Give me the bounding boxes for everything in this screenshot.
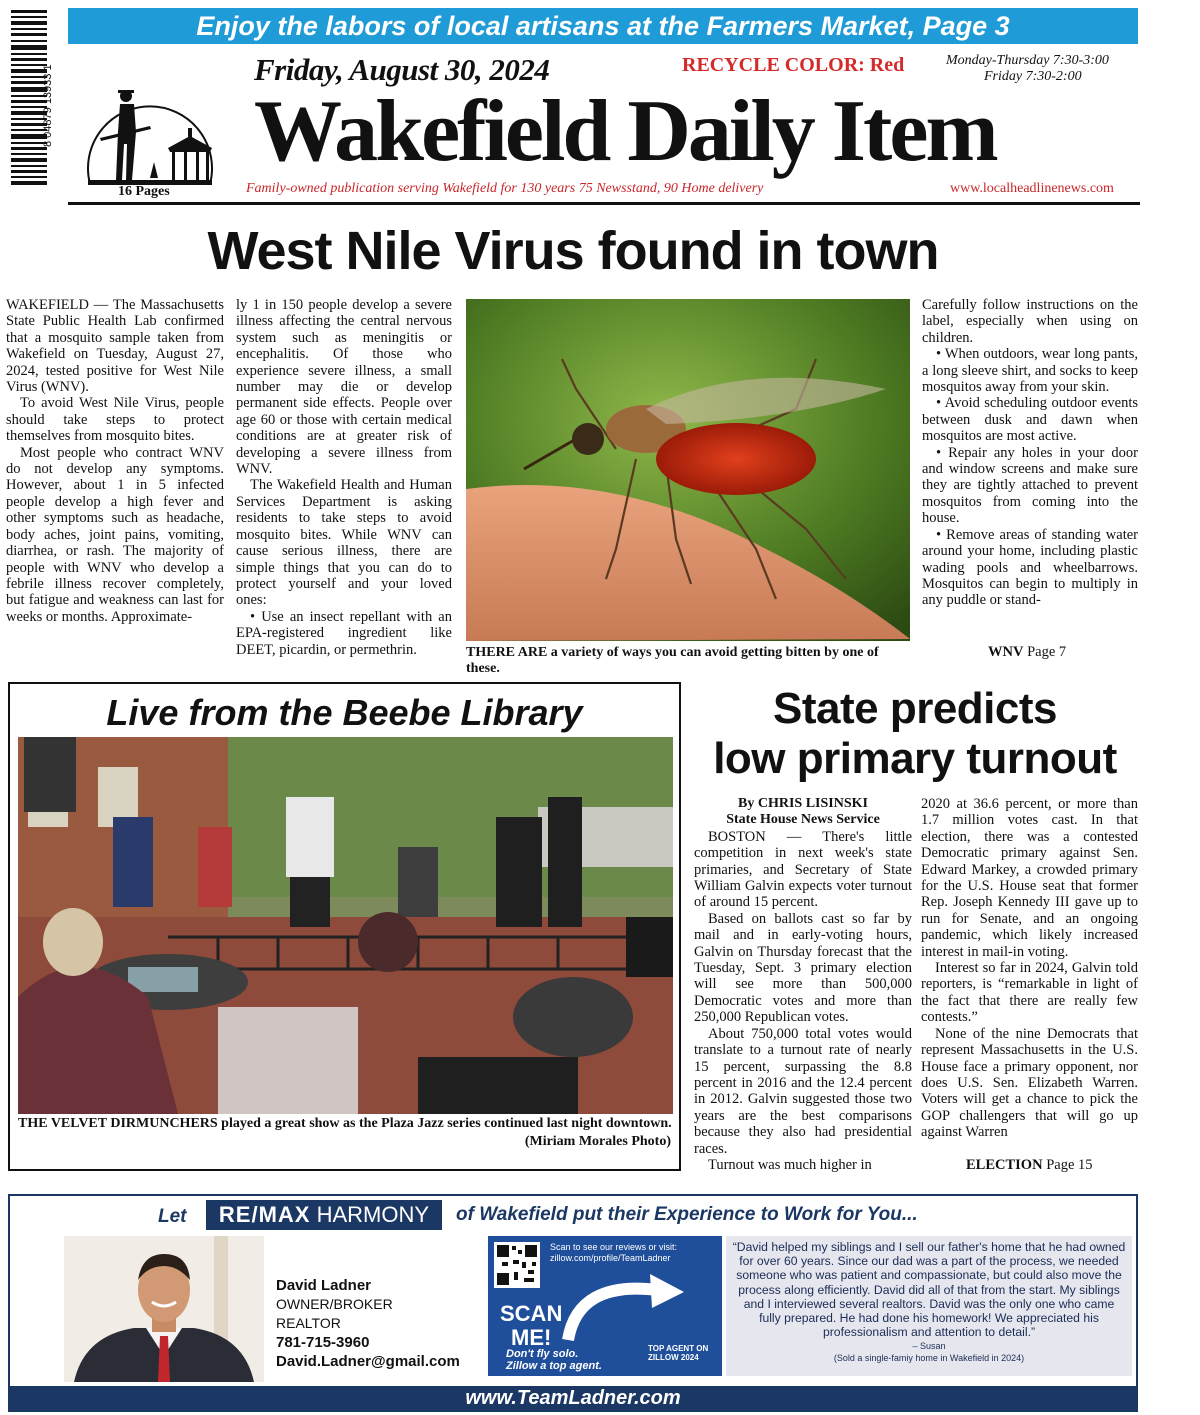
- newspaper-title: Wakefield Daily Item: [254, 83, 996, 180]
- band-caption: THE VELVET DIRMUNCHERS played a great show as the Plaza Jazz series continued last night downtown.: [18, 1116, 672, 1131]
- paragraph: The Wakefield Health and Human Services Department is asking residents to take steps to avoid mosquito bites. While WNV can cause serious illness, there are simple things that you can do to protect yourself and your loved ones:: [236, 477, 452, 609]
- remax-advertisement[interactable]: [8, 1194, 1138, 1412]
- paragraph: Based on ballots cast so far by mail and in early-voting hours, Galvin on Thursday forecast that the Tuesday, Sept. 3 primary election will see more than 500,000 Democratic votes and more than 250,000 Republican votes.: [694, 910, 912, 1026]
- jump-label: WNV: [988, 644, 1024, 660]
- remax-office: HARMONY: [316, 1202, 430, 1227]
- scan-url[interactable]: zillow.com/profile/TeamLadner: [550, 1253, 671, 1263]
- paragraph: Carefully follow instructions on the label, especially when using on children.: [922, 297, 1138, 346]
- remax-logo: [206, 1200, 442, 1230]
- paragraph: Turnout was much higher in: [708, 1156, 872, 1173]
- page-count: 16 Pages: [118, 184, 170, 199]
- agent-email[interactable]: David.Ladner@gmail.com: [276, 1353, 460, 1370]
- election-headline[interactable]: [690, 684, 1140, 784]
- scan-me-line: ME!: [511, 1325, 552, 1350]
- mosquito-photo[interactable]: [466, 299, 910, 641]
- zillow-scan-panel[interactable]: [488, 1236, 722, 1376]
- testimonial: [726, 1236, 1132, 1376]
- paragraph: Interest so far in 2024, Galvin told reporters, is “remarkable in light of the fact that there are really few contests.”: [921, 960, 1138, 1026]
- paragraph: About 750,000 total votes would translate to a turnout rate of nearly 15 percent, surpassing the 8.8 percent in 2016 and the 12.4 percent in 2012. Galvin suggested those two years are the best comparisons because they also had presidential races.: [694, 1025, 912, 1157]
- agent-title: OWNER/BROKER: [276, 1296, 393, 1312]
- election-column-2: [921, 796, 1138, 1141]
- paragraph: 2020 at 36.6 percent, or more than 1.7 million votes cast. In that election, there was a contested Democratic primary against Sen. Edward Markey, a crowded primary for the U.S. House seat that former Rep. Joseph Kennedy III gave up to run for Senate, and an ongoing pandemic, which likely increased interest in mail-in voting.: [921, 796, 1138, 960]
- masthead-divider: [68, 202, 1140, 205]
- photo-credit: (Miriam Morales Photo): [524, 1134, 671, 1149]
- jump-page: Page 15: [1046, 1157, 1093, 1173]
- slogan-line: Don't fly solo.: [506, 1348, 579, 1360]
- paragraph: • Remove areas of standing water around your home, including plastic wading pools and wheelbarrows. Mosquitos can begin to multiply in any puddle or stand-: [922, 526, 1138, 609]
- website-link[interactable]: www.localheadlinenews.com: [950, 181, 1114, 196]
- qr-code-icon[interactable]: [494, 1242, 540, 1288]
- top-agent-badge: TOP AGENT ON ZILLOW 2024: [648, 1344, 709, 1362]
- ad-intro: Let: [158, 1206, 187, 1227]
- wnv-column-2: [236, 297, 452, 658]
- band-photo[interactable]: [18, 737, 673, 1114]
- paragraph: • Avoid scheduling outdoor events between dusk and dawn when mosquitos are most active.: [922, 395, 1138, 445]
- issue-date: Friday, August 30, 2024: [254, 52, 550, 87]
- wnv-column-4: [922, 297, 1138, 609]
- paragraph: WAKEFIELD — The Massachusetts State Public Health Lab confirmed that a mosquito sample taken from Wakefield on Tuesday, August 27, 2024, tested positive for West Nile Virus (WNV).: [6, 297, 224, 396]
- paragraph: • Repair any holes in your door and window screens and make sure they are tightly attached to prevent mosquitos from coming into the house.: [922, 444, 1138, 527]
- ad-website[interactable]: www.TeamLadner.com: [10, 1386, 1136, 1410]
- agent-name: David Ladner: [276, 1277, 372, 1294]
- zillow-slogan: [506, 1348, 602, 1372]
- wnv-jump-link[interactable]: [988, 644, 1066, 661]
- curved-arrow-icon: [558, 1270, 688, 1350]
- agent-phone[interactable]: 781-715-3960: [276, 1334, 370, 1351]
- headline-line: low primary turnout: [713, 734, 1117, 783]
- testimonial-text: “David helped my siblings and I sell our father's home that he had owned for over 60 years. Since our dad was a part of the process, we needed someone who was patient and compassionate, but could also move the process along efficiently. David did all of that from the start. My siblings and I interviewed several realtors. David was the only one who came fully prepared. He had done his homework! We appreciated his professionalism and attention to detail.”: [732, 1240, 1126, 1340]
- masthead-tagline: Family-owned publication serving Wakefield for 130 years 75 Newsstand, 90 Home delivery: [246, 181, 764, 196]
- paragraph: To avoid West Nile Virus, people should take steps to protect themselves from mosquito bites.: [6, 395, 224, 445]
- slogan-line: Zillow a top agent.: [506, 1360, 602, 1372]
- office-hours: [946, 53, 1109, 85]
- scan-me-line: SCAN: [500, 1301, 563, 1326]
- library-title[interactable]: Live from the Beebe Library: [106, 692, 583, 733]
- paragraph: BOSTON — There's little competition in next week's state primaries, and Secretary of State William Galvin expects voter turnout of around 15 percent.: [694, 828, 912, 911]
- top-banner[interactable]: Enjoy the labors of local artisans at the Farmers Market, Page 3: [68, 8, 1138, 44]
- mosquito-caption: THERE ARE a variety of ways you can avoid getting bitten by one of these.: [466, 645, 879, 676]
- agent-contact: [276, 1276, 460, 1371]
- scan-instructions: [550, 1242, 677, 1264]
- wnv-headline[interactable]: West Nile Virus found in town: [207, 221, 939, 281]
- election-column-1: [694, 796, 912, 1173]
- barcode-number: 8 04879 13933 1: [42, 64, 54, 148]
- minuteman-logo-icon: [80, 52, 220, 192]
- ad-tagline: of Wakefield put their Experience to Work for You...: [456, 1204, 918, 1225]
- news-service: State House News Service: [726, 812, 880, 828]
- wnv-column-1: [6, 297, 224, 625]
- jump-page: Page 7: [1027, 644, 1067, 660]
- paragraph: ly 1 in 150 people develop a severe illness affecting the central nervous system such as meningitis or encephalitis. Of those who experience severe illness, a small number may die or develop permanent side effects. People over age 60 or those with certain medical conditions are at greater risk of developing a severe illness from WNV.: [236, 297, 452, 478]
- headline-line: State predicts: [773, 684, 1057, 733]
- election-jump-link[interactable]: [966, 1157, 1093, 1174]
- scan-me-label: [500, 1302, 562, 1350]
- hours-friday: Friday 7:30-2:00: [984, 69, 1082, 84]
- agent-portrait: [64, 1236, 264, 1382]
- paragraph: • When outdoors, wear long pants, a long sleeve shirt, and socks to keep mosquitos away from your skin.: [922, 346, 1138, 396]
- jump-label: ELECTION: [966, 1157, 1043, 1173]
- byline: By CHRIS LISINSKI: [738, 796, 868, 811]
- scan-line: Scan to see our reviews or visit:: [550, 1242, 678, 1252]
- hours-weekday: Monday-Thursday 7:30-3:00: [946, 53, 1109, 68]
- remax-brand: RE/MAX: [218, 1202, 311, 1227]
- testimonial-author: – Susan: [912, 1341, 946, 1352]
- library-feature: [8, 682, 681, 1171]
- testimonial-note: (Sold a single-famiy home in Wakefield in 2024): [833, 1353, 1025, 1364]
- agent-title: REALTOR: [276, 1315, 341, 1331]
- paragraph: None of the nine Democrats that represent Massachusetts in the U.S. House face a primary opponent, nor does U.S. Sen. Elizabeth Warren. Voters will get a chance to pick the GOP challengers that will go up against Warren: [921, 1025, 1138, 1141]
- paragraph: Most people who contract WNV do not develop any symptoms. However, about 1 in 5 infected people develop a high fever and other symptoms such as headache, body aches, joint pains, vomiting, diarrhea, or rash. The majority of people with WNV who develop a febrile illness recover completely, but fatigue and weakness can last for weeks or months. Approximate-: [6, 444, 224, 625]
- recycle-notice: RECYCLE COLOR: Red: [682, 54, 905, 76]
- paragraph: • Use an insect repellant with an EPA-registered ingredient like DEET, picardin, or permethrin.: [236, 608, 452, 658]
